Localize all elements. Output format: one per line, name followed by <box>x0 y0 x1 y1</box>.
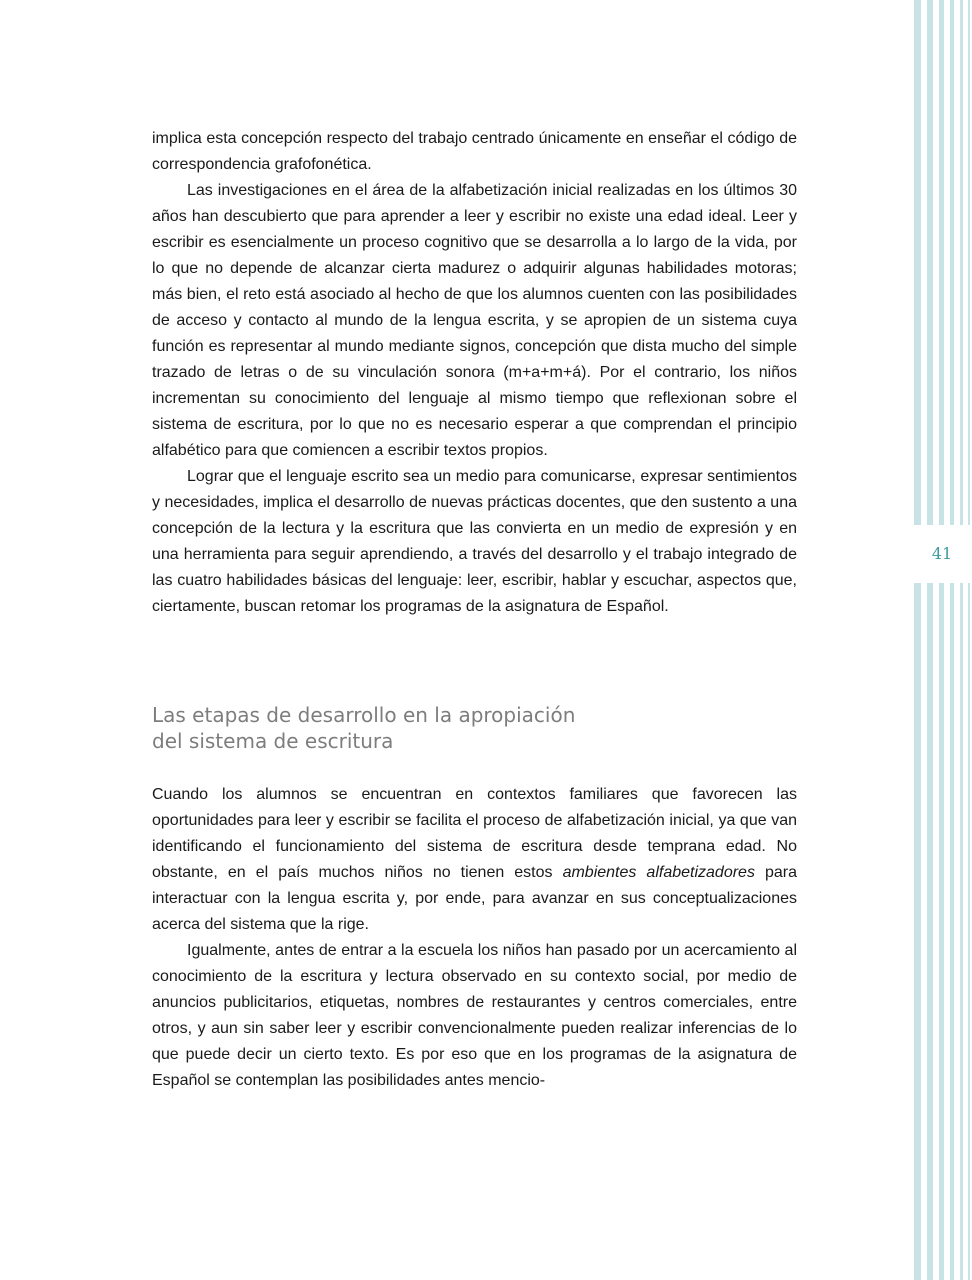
paragraph-contextos-familiares <box>152 782 797 938</box>
margin-stripe-1 <box>914 0 921 1280</box>
paragraph-continuation: implica esta concepción respecto del trabajo centrado únicamente en enseñar el código de correspondencia grafofonética. <box>152 130 797 173</box>
section-body <box>152 782 797 1094</box>
paragraph-lenguaje-escrito: Lograr que el lenguaje escrito sea un medio para comunicarse, expresar sentimientos y necesidades, implica el desarrollo de nuevas prácticas docentes, que den sustento a una concepción de la lectura y la escritura que las convierta en un medio de expresión y en una herramienta para seguir aprendiendo, a través del desarrollo y el trabajo integrado de las cuatro habilidades básicas del lenguaje: leer, escribir, hablar y escuchar, aspectos que, ciertamente, buscan retomar los programas de la asignatura de Español. <box>152 468 797 615</box>
margin-stripe-2 <box>927 0 933 1280</box>
section-heading <box>152 702 797 754</box>
paragraph-investigaciones: Las investigaciones en el área de la alfabetización inicial realizadas en los últimos 30 años han descubierto que para aprender a leer y escribir no existe una edad ideal. Leer y escribir es esencialmente un proceso cognitivo que se desarrolla a lo largo de la vida, por lo que no depende de alcanzar cierta madurez o adquirir algunas habilidades motoras; más bien, el reto está asociado al hecho de que los alumnos cuenten con las posibilidades de acceso y contacto al mundo de la lengua escrita, y se apropien de un sistema cuya función es representar al mundo mediante signos, concepción que dista mucho del simple trazado de letras o de su vinculación sonora (m+a+m+á). Por el contrario, los niños incrementan su conocimiento del lenguaje al mismo tiempo que reflexionan sobre el sistema de escritura, por lo que no es necesario esperar a que comprendan el principio alfabético para que comiencen a escribir textos propios. <box>152 182 797 459</box>
margin-stripe-6 <box>968 0 970 1280</box>
paragraph-igualmente: Igualmente, antes de entrar a la escuela los niños han pasado por un acercamiento al conocimiento de la escritura y lectura observado en su contexto social, por medio de anuncios publicitarios, etiquetas, nombres de restaurantes y centros comerciales, entre otros, y aun sin saber leer y escribir convencionalmente pueden realizar inferencias de lo que puede decir un cierto texto. Es por eso que en los programas de la asignatura de Español se contemplan las posibilidades antes mencio- <box>152 942 797 1089</box>
margin-stripe-4 <box>950 0 954 1280</box>
margin-stripe-5 <box>960 0 963 1280</box>
margin-stripe-3 <box>939 0 944 1280</box>
paragraph-contextos-text-2: para interactuar con la lengua escrita y, por ende, para avanzar en sus conceptualizaciones acerca del sistema que la rige. <box>152 864 798 933</box>
main-text-column <box>152 126 797 1094</box>
section-heading-line-1: Las etapas de desarrollo en la apropiación <box>152 703 576 727</box>
italic-term-ambientes: ambientes alfabetizadores <box>562 864 755 881</box>
page-number: 41 <box>931 544 953 563</box>
paragraph-contextos-text-1: Cuando los alumnos se encuentran en contextos familiares que favorecen las oportunidades para leer y escribir se facilita el proceso de alfabetización inicial, ya que van identificando el funcionamiento del sistema de escritura desde temprana edad. No obstante, en el país muchos niños no tienen estos <box>152 786 797 881</box>
section-heading-line-2: del sistema de escritura <box>152 729 394 753</box>
